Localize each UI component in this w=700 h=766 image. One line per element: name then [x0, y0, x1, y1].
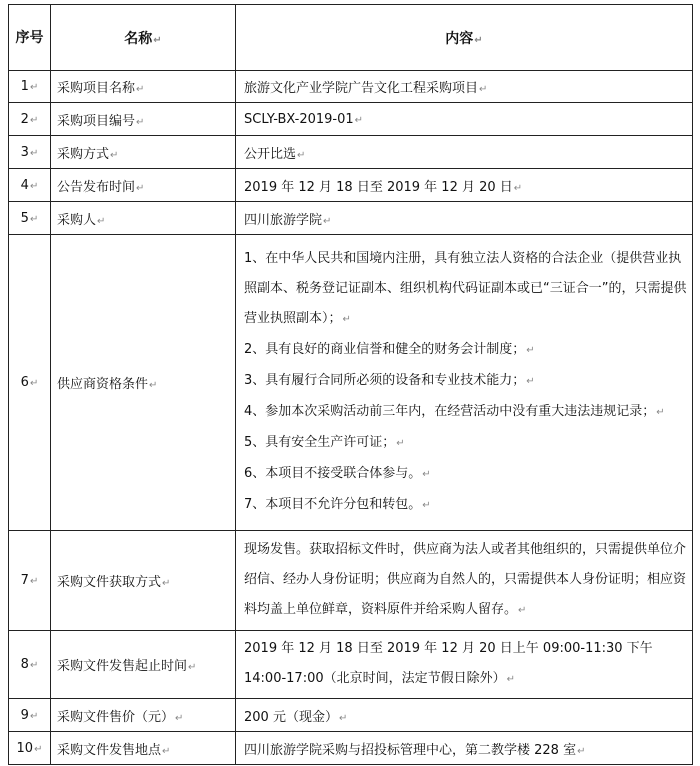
content-paragraph: 四川旅游学院采购与招投标管理中心，第二教学楼 228 室↵	[244, 742, 586, 758]
content-paragraph: 旅游文化产业学院广告文化工程采购项目↵	[244, 81, 488, 96]
table-row	[9, 631, 693, 699]
row-number: 9↵	[9, 699, 51, 732]
row-content	[236, 169, 693, 202]
row-content	[236, 235, 693, 531]
row-number: 5↵	[9, 202, 51, 235]
header-content: 内容↵	[236, 5, 693, 71]
row-content	[236, 71, 693, 103]
row-number: 8↵	[9, 631, 51, 699]
content-paragraph: 1、在中华人民共和国境内注册，具有独立法人资格的合法企业（提供营业执照副本、税务登记证副本、组织机构代码证副本或已“三证合一”的，只需提供营业执照副本）；↵	[244, 251, 687, 326]
row-content	[236, 631, 693, 699]
table-row	[9, 202, 693, 235]
row-content	[236, 699, 693, 732]
table-header-row	[9, 5, 693, 71]
table-row	[9, 136, 693, 169]
row-number: 3↵	[9, 136, 51, 169]
row-content	[236, 732, 693, 765]
row-name: 供应商资格条件↵	[51, 235, 236, 531]
row-content	[236, 531, 693, 631]
row-number: 6↵	[9, 235, 51, 531]
row-content	[236, 136, 693, 169]
content-paragraph: 2、具有良好的商业信誉和健全的财务会计制度；↵	[244, 342, 535, 357]
content-paragraph: 2019 年 12 月 18 日至 2019 年 12 月 20 日上午 09:00-11:30 下午 14:00-17:00（北京时间，法定节假日除外）↵	[244, 641, 653, 686]
row-name: 采购方式↵	[51, 136, 236, 169]
row-name: 采购项目名称↵	[51, 71, 236, 103]
content-paragraph: 4、参加本次采购活动前三年内，在经营活动中没有重大违法违规记录；↵	[244, 404, 665, 419]
content-paragraph: 公开比选↵	[244, 146, 306, 162]
row-name: 采购项目编号↵	[51, 103, 236, 136]
content-paragraph: 6、本项目不接受联合体参与。↵	[244, 466, 431, 481]
content-paragraph: 现场发售。获取招标文件时，供应商为法人或者其他组织的，只需提供单位介绍信、经办人身份证明；供应商为自然人的，只需提供本人身份证明；相应资料均盖上单位鲜章，资料原件并给采购人留存。↵	[244, 542, 687, 617]
row-name: 采购人↵	[51, 202, 236, 235]
content-paragraph: 200 元（现金）↵	[244, 709, 348, 725]
row-number: 4↵	[9, 169, 51, 202]
row-name: 采购文件售价（元）↵	[51, 699, 236, 732]
row-number: 7↵	[9, 531, 51, 631]
row-content	[236, 103, 693, 136]
content-paragraph: SCLY-BX-2019-01↵	[244, 111, 364, 127]
content-paragraph: 四川旅游学院↵	[244, 212, 332, 228]
content-paragraph: 3、具有履行合同所必须的设备和专业技术能力；↵	[244, 373, 535, 388]
row-number: 2↵	[9, 103, 51, 136]
table-row	[9, 235, 693, 531]
header-name: 名称↵	[51, 5, 236, 71]
table-row	[9, 169, 693, 202]
table-row	[9, 699, 693, 732]
content-paragraph: 7、本项目不允许分包和转包。↵	[244, 497, 431, 512]
row-content	[236, 202, 693, 235]
table-row	[9, 103, 693, 136]
procurement-info-table	[8, 4, 693, 765]
table-row	[9, 531, 693, 631]
row-name: 采购文件获取方式↵	[51, 531, 236, 631]
table-row	[9, 71, 693, 103]
row-name: 采购文件发售地点↵	[51, 732, 236, 765]
row-name: 采购文件发售起止时间↵	[51, 631, 236, 699]
row-number: 10↵	[9, 732, 51, 765]
table-body	[9, 71, 693, 765]
row-name: 公告发布时间↵	[51, 169, 236, 202]
header-no: 序号	[9, 5, 51, 71]
document-page	[8, 4, 692, 765]
content-paragraph: 2019 年 12 月 18 日至 2019 年 12 月 20 日↵	[244, 179, 523, 195]
row-number: 1↵	[9, 71, 51, 103]
table-row	[9, 732, 693, 765]
content-paragraph: 5、具有安全生产许可证；↵	[244, 435, 405, 450]
